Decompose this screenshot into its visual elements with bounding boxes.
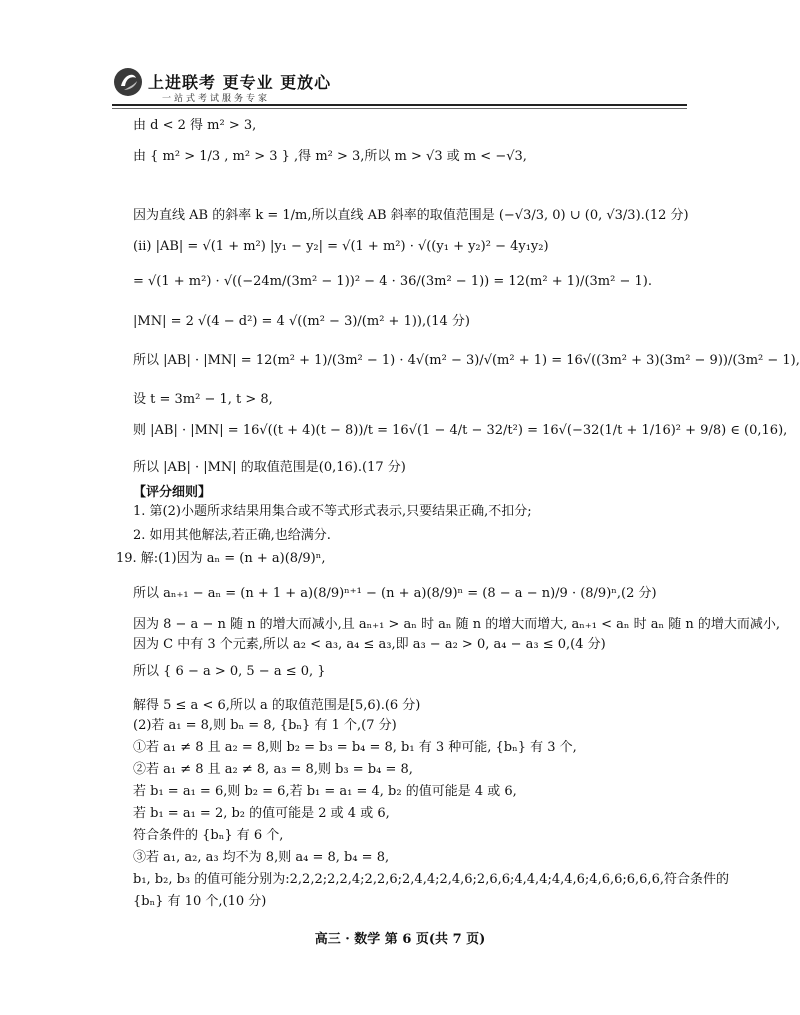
text-line: ①若 a₁ ≠ 8 且 a₂ = 8,则 b₂ = b₃ = b₄ = 8, b₁ 有 3 种可能, {bₙ} 有 3 个, — [133, 740, 577, 755]
text-line: 所以 |AB| · |MN| 的取值范围是(0,16).(17 分) — [133, 460, 406, 475]
text-line: = √(1 + m²) · √((−24m/(3m² − 1))² − 4 · 36/(3m² − 1)) = 12(m² + 1)/(3m² − 1). — [133, 274, 652, 289]
text-line: (ii) |AB| = √(1 + m²) |y₁ − y₂| = √(1 + m²) · √((y₁ + y₂)² − 4y₁y₂) — [133, 239, 549, 254]
text-line: 解得 5 ≤ a < 6,所以 a 的取值范围是[5,6).(6 分) — [133, 698, 421, 713]
text-line: 1. 第(2)小题所求结果用集合或不等式形式表示,只要结果正确,不扣分; — [133, 504, 532, 519]
text-line: 【评分细则】 — [133, 485, 212, 500]
text-line: ②若 a₁ ≠ 8 且 a₂ ≠ 8, a₃ = 8,则 b₃ = b₄ = 8, — [133, 762, 413, 777]
text-line: {bₙ} 有 10 个,(10 分) — [133, 894, 267, 909]
text-line: 由 { m² > 1/3 , m² > 3 } ,得 m² > 3,所以 m > √3 或 m < −√3, — [133, 149, 527, 164]
text-line: 由 d < 2 得 m² > 3, — [133, 118, 257, 133]
brand-subtitle: 一站式考试服务专家 — [162, 94, 271, 104]
text-line: 所以 { 6 − a > 0, 5 − a ≤ 0, } — [133, 664, 326, 679]
text-line: 所以 aₙ₊₁ − aₙ = (n + 1 + a)(8/9)ⁿ⁺¹ − (n + a)(8/9)ⁿ = (8 − a − n)/9 · (8/9)ⁿ,(2 分) — [133, 586, 657, 601]
text-line: 因为 8 − a − n 随 n 的增大而减小,且 aₙ₊₁ > aₙ 时 aₙ 随 n 的增大而增大, aₙ₊₁ < aₙ 时 aₙ 随 n 的增大而减小, — [133, 617, 781, 632]
text-line: (2)若 a₁ = 8,则 bₙ = 8, {bₙ} 有 1 个,(7 分) — [133, 718, 397, 733]
text-line: 因为直线 AB 的斜率 k = 1/m,所以直线 AB 斜率的取值范围是 (−√3/3, 0) ∪ (0, √3/3).(12 分) — [133, 208, 689, 223]
text-line: ③若 a₁, a₂, a₃ 均不为 8,则 a₄ = 8, b₄ = 8, — [133, 850, 390, 865]
text-line: 则 |AB| · |MN| = 16√((t + 4)(t − 8))/t = 16√(1 − 4/t − 32/t²) = 16√(−32(1/t + 1/16)² + 9/8) ∈ (0,16), — [133, 423, 788, 438]
text-line: 19. 解:(1)因为 aₙ = (n + a)(8/9)ⁿ, — [116, 551, 326, 566]
text-line: 若 b₁ = a₁ = 2, b₂ 的值可能是 2 或 4 或 6, — [133, 806, 390, 821]
text-line: b₁, b₂, b₃ 的值可能分别为:2,2,2;2,2,4;2,2,6;2,4,4;2,4,6;2,6,6;4,4,4;4,4,6;4,6,6;6,6,6,符合条件的 — [133, 872, 729, 887]
text-line: 2. 如用其他解法,若正确,也给满分. — [133, 528, 331, 543]
text-line: 因为 C 中有 3 个元素,所以 a₂ < a₃, a₄ ≤ a₃,即 a₃ − a₂ > 0, a₄ − a₃ ≤ 0,(4 分) — [133, 637, 606, 652]
brand-title: 上进联考 更专业 更放心 — [148, 73, 332, 92]
text-line: |MN| = 2 √(4 − d²) = 4 √((m² − 3)/(m² + 1)),(14 分) — [133, 314, 470, 329]
text-line: 设 t = 3m² − 1, t > 8, — [133, 392, 273, 407]
text-line: 符合条件的 {bₙ} 有 6 个, — [133, 828, 284, 843]
text-line: 若 b₁ = a₁ = 6,则 b₂ = 6,若 b₁ = a₁ = 4, b₂ 的值可能是 4 或 6, — [133, 784, 517, 799]
text-line: 所以 |AB| · |MN| = 12(m² + 1)/(3m² − 1) · 4√(m² − 3)/√(m² + 1) = 16√((3m² + 3)(3m² − 9))/(3m² − 1), — [133, 353, 800, 368]
page-footer: 高三 · 数学 第 6 页(共 7 页) — [314, 932, 486, 947]
